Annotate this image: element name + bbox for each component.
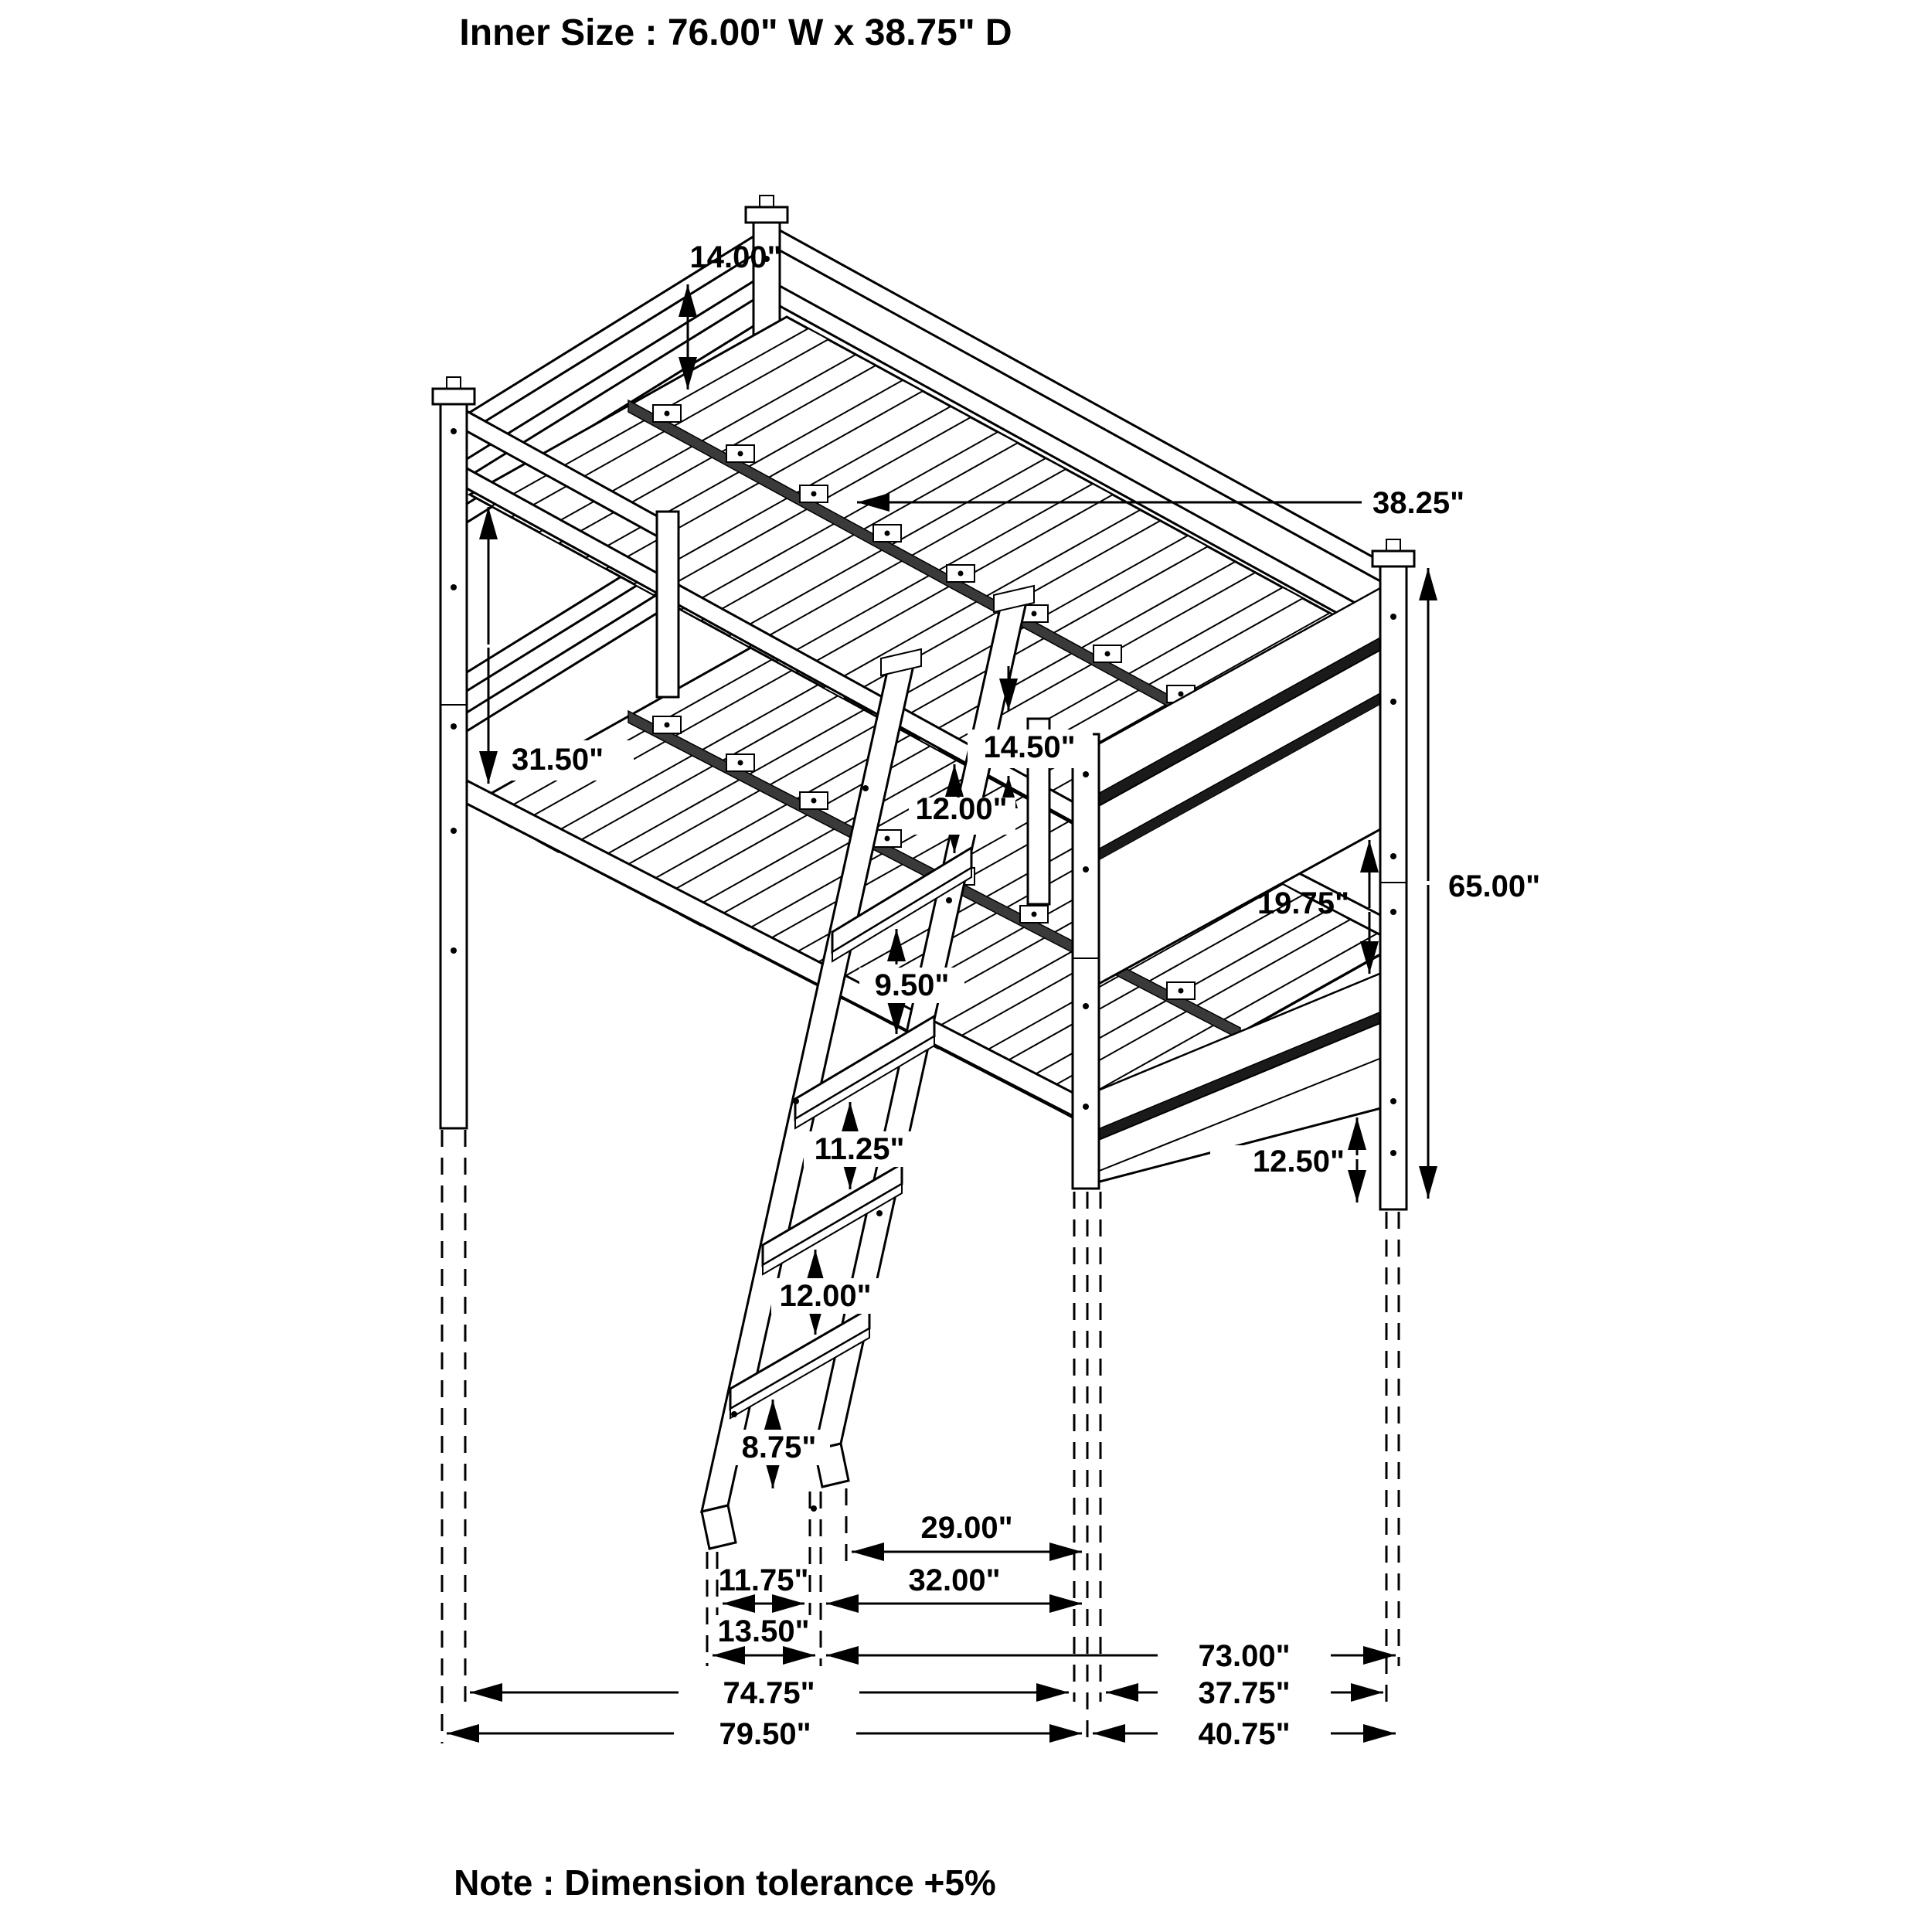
dim-label-inner-depth: 38.25" xyxy=(1372,486,1465,520)
dim-label-ladder-step-4: 12.00" xyxy=(779,1279,872,1313)
tolerance-note: Note : Dimension tolerance +5% xyxy=(454,1862,996,1903)
dim-label-ladder-step-5: 8.75" xyxy=(741,1430,817,1464)
dim-label-rail-to-floor: 12.50" xyxy=(1252,1145,1345,1179)
dim-label-overall-length: 79.50" xyxy=(719,1717,811,1751)
bed-structure xyxy=(433,196,1414,1549)
dim-label-overall-height: 65.00" xyxy=(1448,869,1541,903)
dim-label-overall-depth: 40.75" xyxy=(1198,1717,1291,1751)
dim-label-bunk-clearance: 31.50" xyxy=(512,743,604,777)
dim-label-length-minus-posts: 74.75" xyxy=(723,1676,815,1710)
ladder-foot-left xyxy=(702,1505,736,1549)
dim-label-ladder-foot-depth: 11.75" xyxy=(718,1563,809,1597)
dim-label-headboard-height: 14.00" xyxy=(689,240,782,274)
drawing-title: Inner Size : 76.00" W x 38.75" D xyxy=(459,12,1012,53)
guard-stile-left xyxy=(657,512,679,697)
dim-label-ladder-step-1: 12.00" xyxy=(915,792,1008,826)
dim-label-ladder-clearance: 32.00" xyxy=(908,1563,1001,1597)
dim-label-depth-minus-posts: 37.75" xyxy=(1198,1676,1291,1710)
dim-label-ladder-step-2: 9.50" xyxy=(874,968,950,1002)
post-front-right xyxy=(1073,734,1099,1189)
dim-label-frame-length: 73.00" xyxy=(1198,1639,1291,1673)
dim-label-bunk-gap: 19.75" xyxy=(1257,886,1349,920)
dim-label-guard-rail: 14.50" xyxy=(983,730,1076,764)
dim-label-ladder-footprint: 13.50" xyxy=(717,1614,810,1648)
dim-label-ladder-to-post: 29.00" xyxy=(920,1511,1013,1545)
dim-label-ladder-step-3: 11.25" xyxy=(814,1132,905,1166)
